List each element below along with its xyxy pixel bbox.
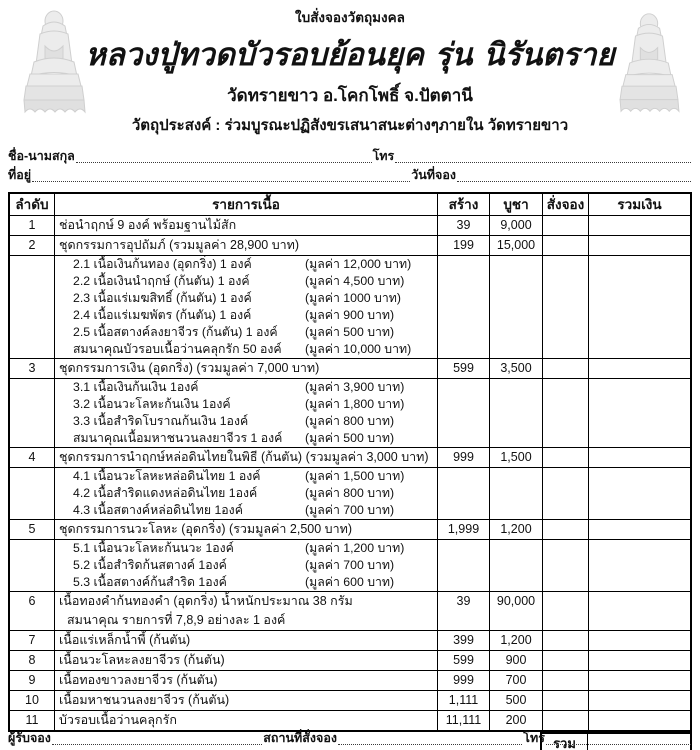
order-qty-cell[interactable] — [543, 631, 589, 650]
col-header-item: รายการเนื้อ — [55, 194, 438, 215]
subitem-line — [59, 557, 433, 574]
subitem-line — [59, 341, 433, 358]
made-count-cell: 999 — [438, 671, 490, 690]
address-label: ที่อยู่ — [8, 168, 32, 182]
table-row — [10, 448, 690, 468]
row-number-cell: 10 — [10, 691, 55, 710]
order-qty-cell[interactable] — [543, 520, 589, 539]
subitem-value: (มูลค่า 800 บาท) — [305, 414, 395, 428]
row-number-cell: 4 — [10, 448, 55, 467]
row-number-cell — [10, 256, 55, 358]
subitem-value: (มูลค่า 3,900 บาท) — [305, 380, 405, 394]
row-number-cell: 6 — [10, 592, 55, 630]
item-description-cell: ชุดกรรมการนำฤกษ์หล่อดินไทยในพิธี (ก้นตัน) (รวมมูลค่า 3,000 บาท) — [55, 448, 438, 467]
table-row — [10, 651, 690, 671]
worship-price-cell: 1,200 — [490, 631, 543, 650]
col-header-total: รวมเงิน — [617, 197, 662, 212]
made-count-cell: 1,999 — [438, 520, 490, 539]
made-count-cell: 199 — [438, 236, 490, 255]
subitem-value: (มูลค่า 500 บาท) — [305, 431, 395, 445]
made-count-cell — [438, 540, 490, 591]
subitem-text: 3.3 เนื้อสำริดโบราณก้นเงิน 1องค์ — [73, 414, 249, 428]
made-count-cell: 39 — [438, 592, 490, 630]
phone-label: โทร — [372, 149, 395, 163]
subitem-line — [59, 468, 433, 485]
order-qty-cell[interactable] — [543, 540, 589, 591]
subitem-text: 4.2 เนื้อสำริดแดงหล่อดินไทย 1องค์ — [73, 486, 258, 500]
address-date-line — [8, 166, 692, 185]
row-number-cell: 11 — [10, 711, 55, 730]
table-row — [10, 216, 690, 236]
total-amount-cell[interactable] — [589, 540, 690, 591]
made-count-cell: 599 — [438, 359, 490, 378]
footer — [8, 729, 692, 748]
form-title: ใบสั่งจองวัตถุมงคล — [295, 10, 405, 25]
amulet-photo-right — [610, 9, 688, 124]
table-subitem-row — [10, 468, 690, 520]
total-amount-cell[interactable] — [589, 651, 690, 670]
subitem-line — [59, 396, 433, 413]
subitem-value: (มูลค่า 4,500 บาท) — [305, 274, 405, 288]
phone-field[interactable] — [395, 149, 691, 163]
customer-info-section — [8, 147, 692, 185]
row-number-cell — [10, 379, 55, 447]
subitem-value: (มูลค่า 1,200 บาท) — [305, 541, 405, 555]
subitem-text: 3.2 เนื้อนวะโลหะก้นเงิน 1องค์ — [73, 397, 231, 411]
amulet-statue-image — [610, 9, 688, 119]
subitem-line — [59, 430, 433, 447]
worship-price-cell: 90,000 — [490, 592, 543, 630]
table-row — [10, 691, 690, 711]
order-qty-cell[interactable] — [543, 691, 589, 710]
booking-date-field[interactable] — [457, 168, 691, 182]
item-description-cell: ชุดกรรมการเงิน (อุดกริ่ง) (รวมมูลค่า 7,000 บาท) — [55, 359, 438, 378]
item-description-cell: เนื้อทองขาวลงยาจีวร (ก้นตัน) — [55, 671, 438, 690]
footer-phone-field[interactable] — [546, 731, 691, 745]
row-number-cell: 9 — [10, 671, 55, 690]
purpose-line: วัตถุประสงค์ : ร่วมบูรณะปฏิสังขรเสนาสนะต่างๆภายใน วัดทรายขาว — [131, 117, 569, 134]
subitem-text: สมนาคุณเนื้อมหาชนวนลงยาจีวร 1 องค์ — [73, 431, 283, 445]
subitem-line — [59, 413, 433, 430]
made-count-cell: 1,111 — [438, 691, 490, 710]
subitem-text: 5.2 เนื้อสำริดก้นสตางค์ 1องค์ — [73, 558, 227, 572]
made-count-cell — [438, 379, 490, 447]
subitem-text: สมนาคุณบัวรอบเนื้อว่านคลุกรัก 50 องค์ — [73, 342, 282, 356]
item-description-cell: ชุดกรรมการอุปถัมภ์ (รวมมูลค่า 28,900 บาท) — [55, 236, 438, 255]
total-amount-cell[interactable] — [589, 671, 690, 690]
subitem-value: (มูลค่า 900 บาท) — [305, 308, 395, 322]
amulet-photo-left — [14, 6, 94, 125]
total-amount-cell[interactable] — [589, 711, 690, 730]
row-number-cell: 5 — [10, 520, 55, 539]
table-row — [10, 592, 690, 631]
worship-price-cell: 500 — [490, 691, 543, 710]
made-count-cell: 599 — [438, 651, 490, 670]
total-amount-cell[interactable] — [589, 448, 690, 467]
subitem-line — [59, 574, 433, 591]
subitem-value: (มูลค่า 500 บาท) — [305, 325, 395, 339]
row-number-cell: 8 — [10, 651, 55, 670]
subitem-line — [59, 307, 433, 324]
order-location-field[interactable] — [338, 731, 522, 745]
subitem-text: 4.1 เนื้อนวะโลหะหล่อดินไทย 1 องค์ — [73, 469, 261, 483]
table-row — [10, 236, 690, 256]
header — [0, 0, 700, 137]
subitem-value: (มูลค่า 600 บาท) — [305, 575, 395, 589]
order-qty-cell[interactable] — [543, 359, 589, 378]
worship-price-cell — [490, 540, 543, 591]
booking-date-label: วันที่จอง — [411, 168, 456, 182]
subitem-value: (มูลค่า 700 บาท) — [305, 503, 395, 517]
total-amount-cell[interactable] — [589, 691, 690, 710]
table-header-row — [10, 194, 690, 216]
name-label: ชื่อ-นามสกุล — [8, 149, 75, 163]
table-subitem-row — [10, 379, 690, 448]
row-number-cell: 7 — [10, 631, 55, 650]
table-row — [10, 631, 690, 651]
receiver-field[interactable] — [52, 731, 262, 745]
made-count-cell: 39 — [438, 216, 490, 235]
table-row — [10, 359, 690, 379]
subitem-line — [59, 273, 433, 290]
worship-price-cell — [490, 379, 543, 447]
order-qty-cell[interactable] — [543, 448, 589, 467]
item-description-cell: บัวรอบเนื้อว่านคลุกรัก — [55, 711, 438, 730]
subitem-text: 2.5 เนื้อสตางค์ลงยาจีวร (ก้นตัน) 1 องค์ — [73, 325, 278, 339]
table-row — [10, 520, 690, 540]
worship-price-cell: 1,500 — [490, 448, 543, 467]
subitem-line — [59, 256, 433, 273]
row-number-cell — [10, 540, 55, 591]
subitem-line — [59, 540, 433, 557]
order-qty-cell[interactable] — [543, 256, 589, 358]
worship-price-cell: 700 — [490, 671, 543, 690]
worship-price-cell: 9,000 — [490, 216, 543, 235]
item-description-cell: ชุดกรรมการนวะโลหะ (อุดกริ่ง) (รวมมูลค่า 2,500 บาท) — [55, 520, 438, 539]
total-amount-cell[interactable] — [589, 468, 690, 519]
made-count-cell: 999 — [438, 448, 490, 467]
order-qty-cell[interactable] — [543, 236, 589, 255]
name-field[interactable] — [76, 149, 372, 163]
subitem-text: 2.2 เนื้อเงินนำฤกษ์ (ก้นตัน) 1 องค์ — [73, 274, 250, 288]
col-header-price: บูชา — [490, 194, 543, 215]
name-phone-line — [8, 147, 692, 166]
row-number-cell — [10, 468, 55, 519]
col-header-made: สร้าง — [438, 194, 490, 215]
subitem-line — [59, 324, 433, 341]
subitem-value: (มูลค่า 1000 บาท) — [305, 291, 401, 305]
order-table — [8, 192, 692, 732]
row-number-cell: 1 — [10, 216, 55, 235]
subitem-value: (มูลค่า 10,000 บาท) — [305, 342, 412, 356]
order-location-label: สถานที่สั่งจอง — [263, 731, 337, 745]
col-header-no: ลำดับ — [10, 194, 55, 215]
total-label: รวม — [542, 734, 588, 750]
subitem-value: (มูลค่า 700 บาท) — [305, 558, 395, 572]
item-description-line2: สมนาคุณ รายการที่ 7,8,9 อย่างละ 1 องค์ — [67, 613, 286, 627]
subitem-value: (มูลค่า 12,000 บาท) — [305, 257, 412, 271]
table-row — [10, 671, 690, 691]
worship-price-cell: 3,500 — [490, 359, 543, 378]
worship-price-cell: 1,200 — [490, 520, 543, 539]
order-qty-cell[interactable] — [543, 651, 589, 670]
row-number-cell: 2 — [10, 236, 55, 255]
total-amount-cell[interactable] — [589, 379, 690, 447]
subitem-value: (มูลค่า 800 บาท) — [305, 486, 395, 500]
temple-line: วัดทรายขาว อ.โคกโพธิ์ จ.ปัตตานี — [227, 86, 473, 105]
total-amount-cell[interactable] — [589, 216, 690, 235]
made-count-cell: 11,111 — [438, 711, 490, 730]
row-number-cell: 3 — [10, 359, 55, 378]
subitem-text: 5.3 เนื้อสตางค์ก้นสำริด 1องค์ — [73, 575, 227, 589]
address-field[interactable] — [32, 168, 410, 182]
total-amount-cell[interactable] — [589, 256, 690, 358]
subitem-text: 2.4 เนื้อแร่เมฆพัตร (ก้นตัน) 1 องค์ — [73, 308, 252, 322]
worship-price-cell: 900 — [490, 651, 543, 670]
order-qty-cell[interactable] — [543, 592, 589, 630]
subitem-line — [59, 379, 433, 396]
subitem-line — [59, 502, 433, 519]
total-amount-cell[interactable] — [589, 236, 690, 255]
subitem-line — [59, 290, 433, 307]
amulet-statue-image — [14, 6, 94, 120]
footer-phone-label: โทร — [523, 731, 545, 745]
worship-price-cell: 15,000 — [490, 236, 543, 255]
item-description-cell: ช่อนำฤกษ์ 9 องค์ พร้อมฐานไม้สัก — [55, 216, 438, 235]
item-description-cell: เนื้อแร่เหล็กน้ำพี้ (ก้นตัน) — [55, 631, 438, 650]
item-description-cell — [55, 468, 438, 519]
table-row — [10, 711, 690, 730]
order-qty-cell[interactable] — [543, 671, 589, 690]
order-qty-cell[interactable] — [543, 468, 589, 519]
item-description-line1: เนื้อทองคำก้นทองคำ (อุดกริ่ง) น้ำหนักประมาณ 38 กรัม — [59, 594, 353, 608]
table-subitem-row — [10, 256, 690, 359]
order-qty-cell[interactable] — [543, 216, 589, 235]
order-qty-cell[interactable] — [543, 711, 589, 730]
subitem-text: 2.3 เนื้อแร่เมฆสิทธิ์ (ก้นตัน) 1 องค์ — [73, 291, 252, 305]
subitem-text: 2.1 เนื้อเงินก้นทอง (อุดกริ่ง) 1 องค์ — [73, 257, 252, 271]
subitem-value: (มูลค่า 1,800 บาท) — [305, 397, 405, 411]
order-qty-cell[interactable] — [543, 379, 589, 447]
subitem-line — [59, 485, 433, 502]
made-count-cell — [438, 256, 490, 358]
subitem-text: 3.1 เนื้อเงินก้นเงิน 1องค์ — [73, 380, 199, 394]
worship-price-cell — [490, 256, 543, 358]
item-description-cell: เนื้อนวะโลหะลงยาจีวร (ก้นตัน) — [55, 651, 438, 670]
subitem-text: 4.3 เนื้อสตางค์หล่อดินไทย 1องค์ — [73, 503, 243, 517]
total-amount-cell[interactable] — [589, 592, 690, 630]
made-count-cell — [438, 468, 490, 519]
item-description-cell — [55, 540, 438, 591]
receiver-label: ผู้รับจอง — [8, 731, 51, 745]
item-description-cell — [55, 592, 438, 630]
total-amount-cell[interactable] — [589, 520, 690, 539]
item-description-cell — [55, 379, 438, 447]
worship-price-cell — [490, 468, 543, 519]
page-title: หลวงปู่ทวดบัวรอบย้อนยุค รุ่น นิรันตราย — [85, 37, 615, 73]
item-description-cell: เนื้อมหาชนวนลงยาจีวร (ก้นตัน) — [55, 691, 438, 710]
total-amount-cell[interactable] — [589, 359, 690, 378]
total-amount-cell[interactable] — [589, 631, 690, 650]
order-table-body — [10, 216, 690, 730]
table-subitem-row — [10, 540, 690, 592]
item-description-cell — [55, 256, 438, 358]
col-header-order: สั่งจอง — [543, 194, 589, 215]
subitem-value: (มูลค่า 1,500 บาท) — [305, 469, 405, 483]
worship-price-cell: 200 — [490, 711, 543, 730]
subitem-text: 5.1 เนื้อนวะโลหะก้นนวะ 1องค์ — [73, 541, 234, 555]
made-count-cell: 399 — [438, 631, 490, 650]
